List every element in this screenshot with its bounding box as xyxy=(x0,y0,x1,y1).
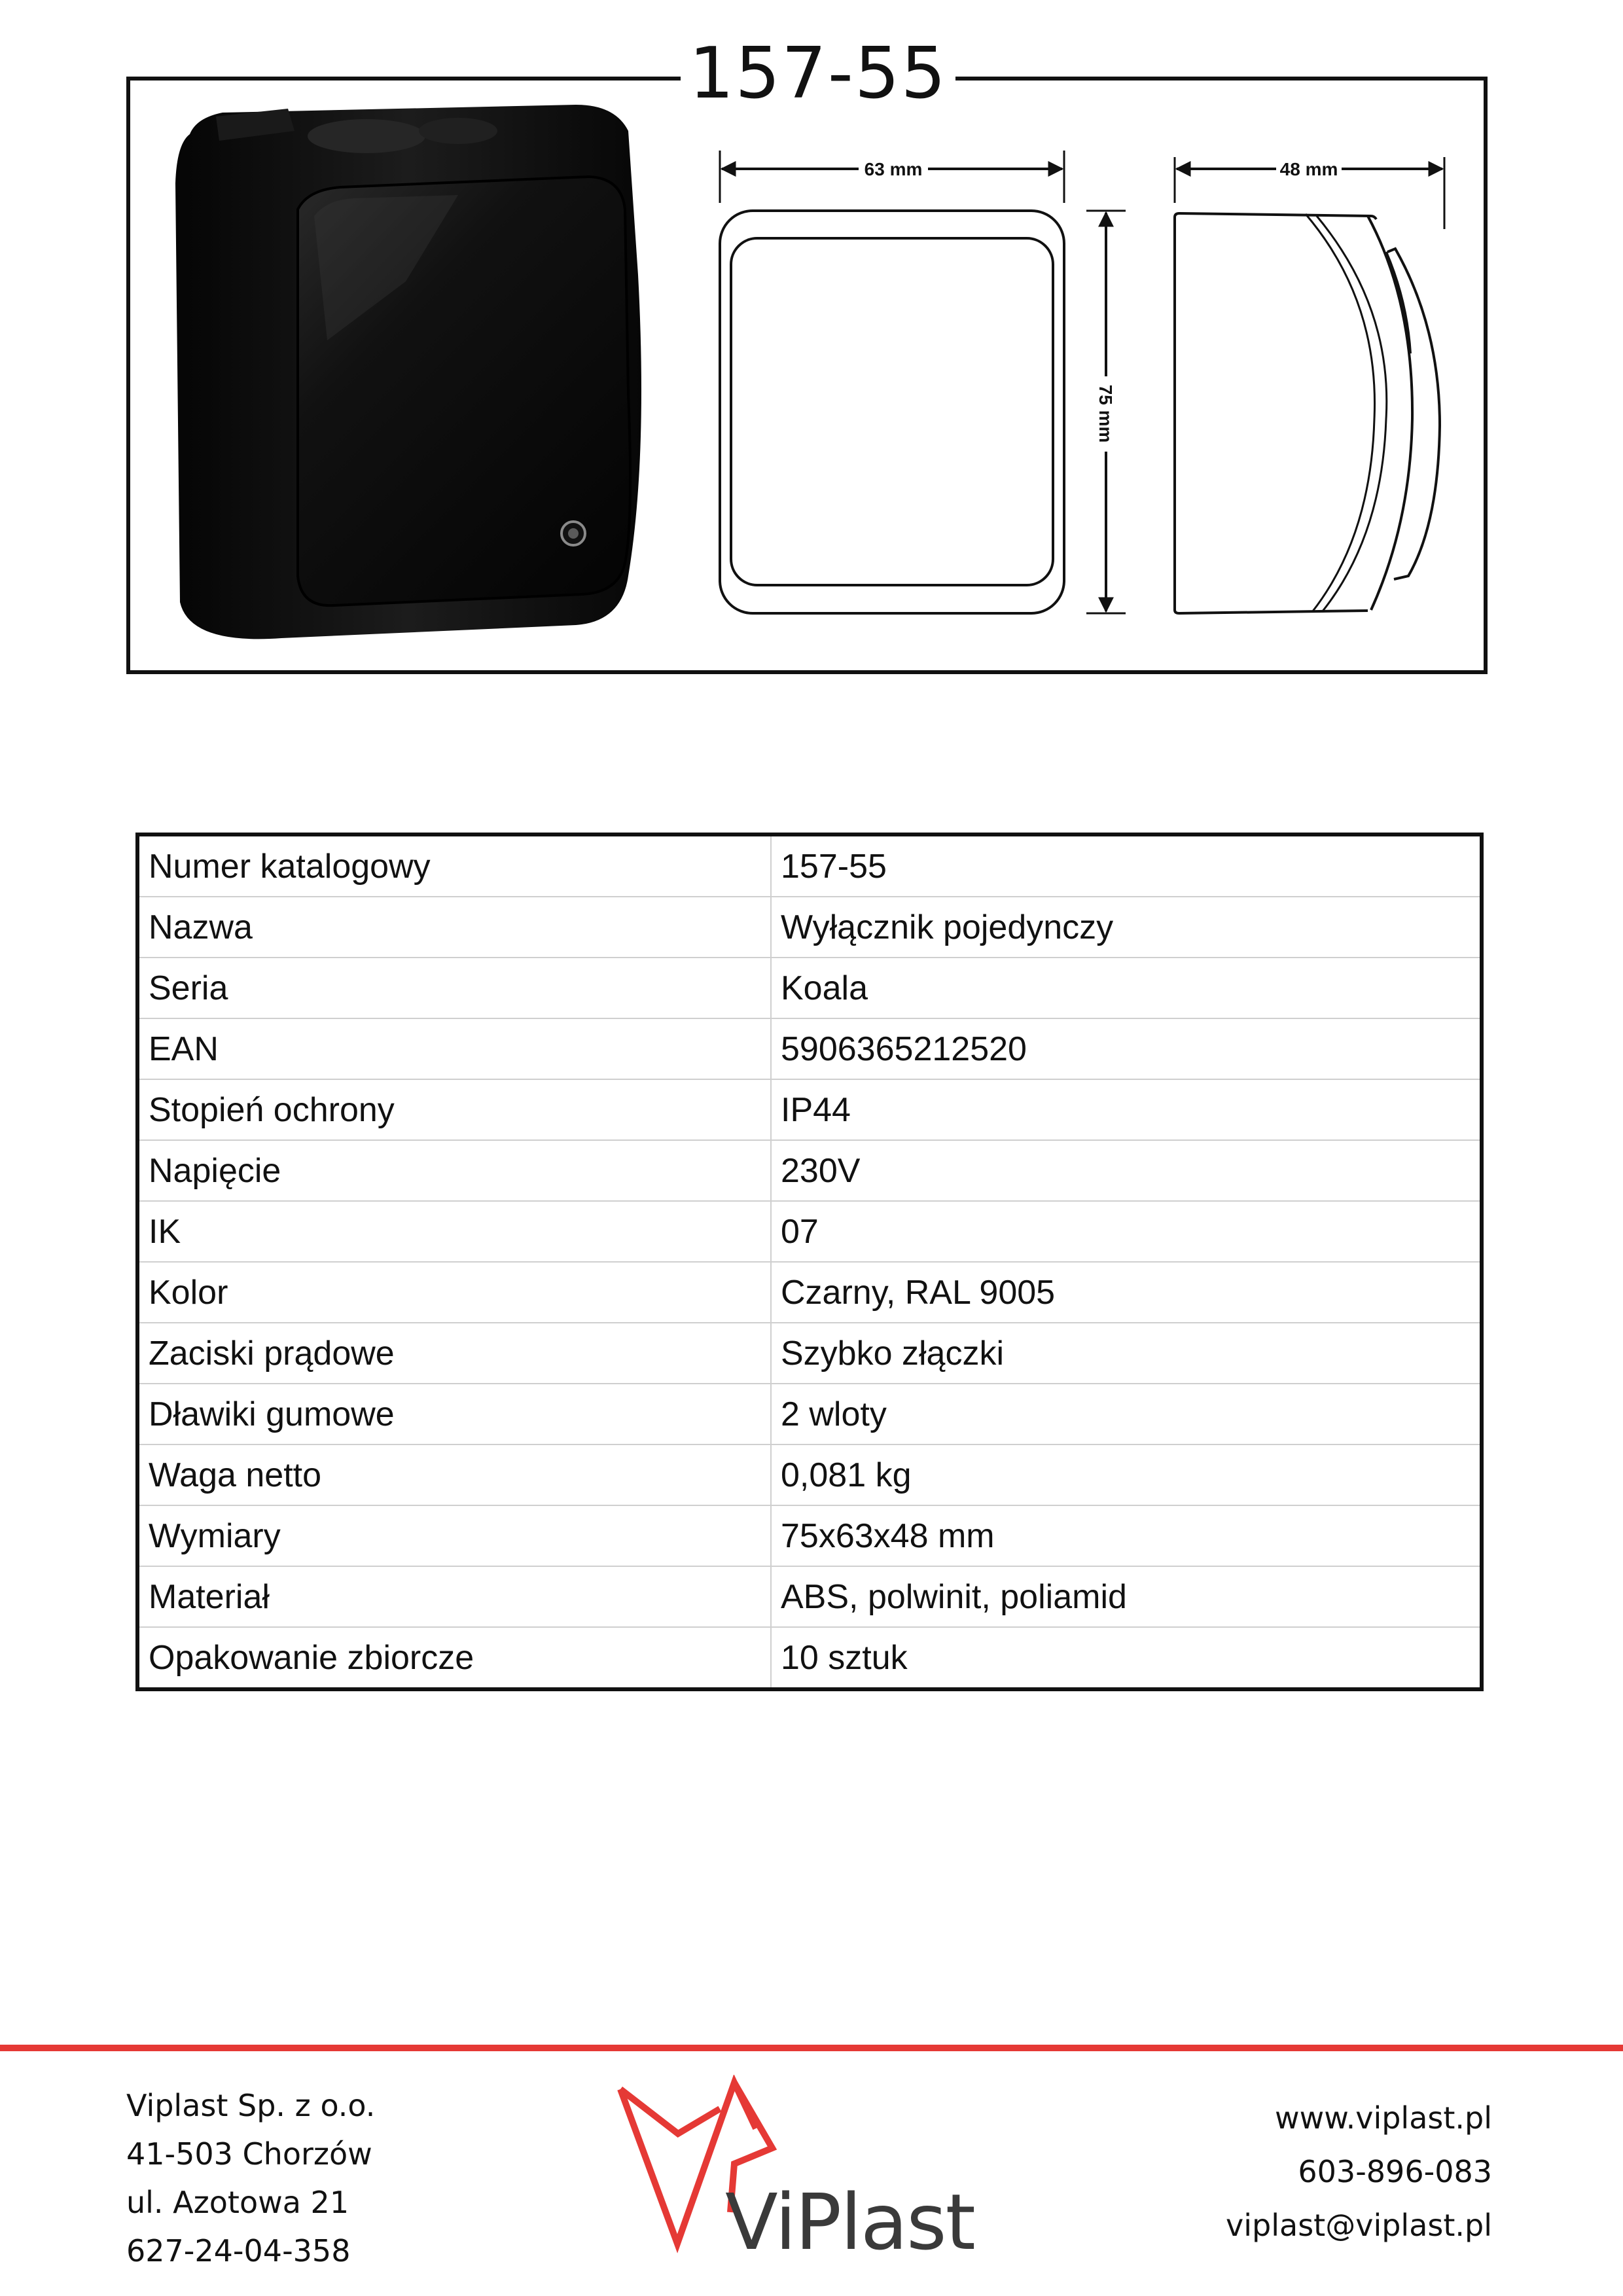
side-view-drawing xyxy=(1175,157,1444,613)
spec-label: Opakowanie zbiorcze xyxy=(137,1627,771,1689)
footer-accent-line xyxy=(0,2045,1623,2051)
spec-row xyxy=(137,958,1482,1018)
spec-label: Napięcie xyxy=(137,1140,771,1201)
spec-label: Materiał xyxy=(137,1566,771,1627)
spec-value: IP44 xyxy=(771,1079,1482,1140)
website-link[interactable]: www.viplast.pl xyxy=(1274,2100,1492,2136)
spec-value: Koala xyxy=(771,958,1482,1018)
company-address xyxy=(126,2081,375,2275)
spec-value: 5906365212520 xyxy=(771,1018,1482,1079)
specification-table xyxy=(135,833,1484,1691)
height-dimension-label: 75 mm xyxy=(1096,384,1116,443)
spec-row xyxy=(137,1201,1482,1262)
phone-number[interactable]: 603-896-083 xyxy=(1298,2154,1492,2189)
company-postal-city: 41-503 Chorzów xyxy=(126,2136,372,2172)
spec-label: Kolor xyxy=(137,1262,771,1323)
email-link[interactable]: viplast@viplast.pl xyxy=(1226,2208,1492,2243)
spec-row xyxy=(137,897,1482,958)
spec-label: Nazwa xyxy=(137,897,771,958)
spec-label: Stopień ochrony xyxy=(137,1079,771,1140)
product-photo xyxy=(175,105,641,639)
spec-row xyxy=(137,1079,1482,1140)
spec-value: 230V xyxy=(771,1140,1482,1201)
company-name: Viplast Sp. z o.o. xyxy=(126,2088,376,2123)
spec-row xyxy=(137,1505,1482,1566)
spec-value: 75x63x48 mm xyxy=(771,1505,1482,1566)
spec-label: Numer katalogowy xyxy=(137,834,771,897)
spec-row xyxy=(137,1627,1482,1689)
spec-label: Dławiki gumowe xyxy=(137,1384,771,1444)
spec-value: 0,081 kg xyxy=(771,1444,1482,1505)
depth-dimension-label: 48 mm xyxy=(1279,159,1338,179)
front-view-drawing xyxy=(720,151,1126,613)
spec-value: ABS, polwinit, poliamid xyxy=(771,1566,1482,1627)
logo-wordmark: ViPlast xyxy=(725,2177,974,2267)
spec-row xyxy=(137,1018,1482,1079)
company-tax-id: 627-24-04-358 xyxy=(126,2233,351,2269)
spec-row xyxy=(137,834,1482,897)
spec-row xyxy=(137,1140,1482,1201)
product-code-title: 157-55 xyxy=(681,31,955,117)
spec-value: Wyłącznik pojedynczy xyxy=(771,897,1482,958)
spec-value: Szybko złączki xyxy=(771,1323,1482,1384)
company-contact xyxy=(1226,2091,1492,2252)
spec-value: 157-55 xyxy=(771,834,1482,897)
spec-row xyxy=(137,1444,1482,1505)
spec-label: Wymiary xyxy=(137,1505,771,1566)
spec-value: 10 sztuk xyxy=(771,1627,1482,1689)
spec-row xyxy=(137,1566,1482,1627)
spec-label: IK xyxy=(137,1201,771,1262)
spec-row xyxy=(137,1384,1482,1444)
spec-value: 2 wloty xyxy=(771,1384,1482,1444)
spec-row xyxy=(137,1323,1482,1384)
spec-row xyxy=(137,1262,1482,1323)
spec-label: Zaciski prądowe xyxy=(137,1323,771,1384)
spec-label: Waga netto xyxy=(137,1444,771,1505)
specification-table-body xyxy=(137,834,1482,1689)
spec-label: Seria xyxy=(137,958,771,1018)
spec-value: 07 xyxy=(771,1201,1482,1262)
company-street: ul. Azotowa 21 xyxy=(126,2185,349,2220)
width-dimension-label: 63 mm xyxy=(864,159,923,179)
spec-value: Czarny, RAL 9005 xyxy=(771,1262,1482,1323)
spec-label: EAN xyxy=(137,1018,771,1079)
